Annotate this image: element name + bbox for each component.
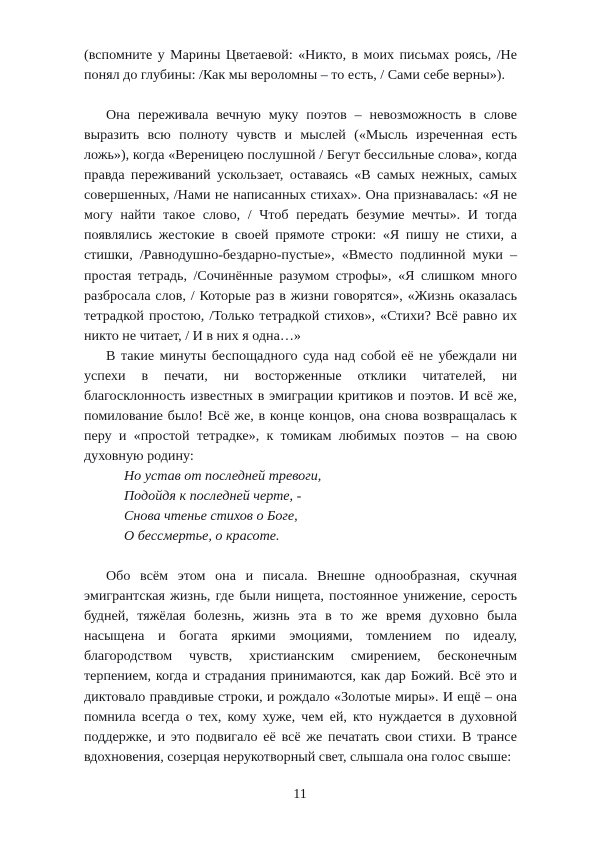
page-number: 11 <box>293 786 307 802</box>
verse-line: Снова чтенье стихов о Боге, <box>124 508 298 525</box>
verse-line: Подойдя к последней черте, - <box>124 488 302 505</box>
paragraph-quote-tsvetaeva: (вспомните у Марины Цветаевой: «Никто, в моих письмах роясь, /Не понял до глубины: /Как мы вероломны – то есть, / Сами себе верны»). <box>84 47 517 84</box>
verse-line: О бессмертье, о красоте. <box>124 528 280 545</box>
verse-line: Но устав от последней тревоги, <box>124 467 322 484</box>
page-text-block <box>84 45 517 767</box>
paragraph-merciless-judgement: В такие минуты беспощадного суда над собой её не убеждали ни успехи в печати, ни восторженные отклики читателей, ни благосклонность известных в эмиграции критиков и поэтов. И всё же, помилование было! Всё же, в конце концов, она снова возвращалась к перу и «простой тетрадке», к томикам любимых поэтов – на свою духовную родину: <box>84 347 517 464</box>
paragraph-eternal-torment: Она переживала вечную муку поэтов – невозможность в слове выразить всю полноту чувств и мыслей («Мысль изреченная есть ложь»), когда «Вереницею послушной / Бегут бессильные слова», когда правда переживаний ускользает, оставаясь «В самых нежных, самых совершенных, /Нами не написанных стихах». Она признавалась: «Я не могу найти такое слово, / Чтоб передать безумие мечты». И тогда появлялись жестокие в своей прямоте строки: «Я пишу не стихи, а стишки, /Равнодушно-бездарно-пустые», «Вместо подлинной муки – простая тетрадь, /Сочинённые разумом строфы», «Я слишком много разбросала слов, / Которые раз в жизни говорятся», «Жизнь оказалась тетрадкой простою, /Только тетрадкой стихов», «Стихи? Всё равно их никто не читает, / И в них я одна…» <box>84 107 517 344</box>
paragraph-she-wrote-about-all-this: Обо всём этом она и писала. Внешне однообразная, скучная эмигрантская жизнь, где были нищета, постоянное унижение, серость будней, тяжёлая болезнь, жизнь эта в то же время духовно была насыщена и богата яркими эмоциями, томлением по идеалу, благородством чувств, христианским смирением, бесконечным терпением, когда и страдания принимаются, как дар Божий. Всё это и диктовало правдивые строки, и рождало «Золотые миры». И ещё – она помнила всегда о тех, кому хуже, чем ей, кто нуждается в духовной поддержке, и это подвигало её всё же печатать свои стихи. В трансе вдохновения, созерцая нерукотворный свет, слышала она голос свыше: <box>84 568 517 765</box>
verse-block <box>84 466 517 546</box>
